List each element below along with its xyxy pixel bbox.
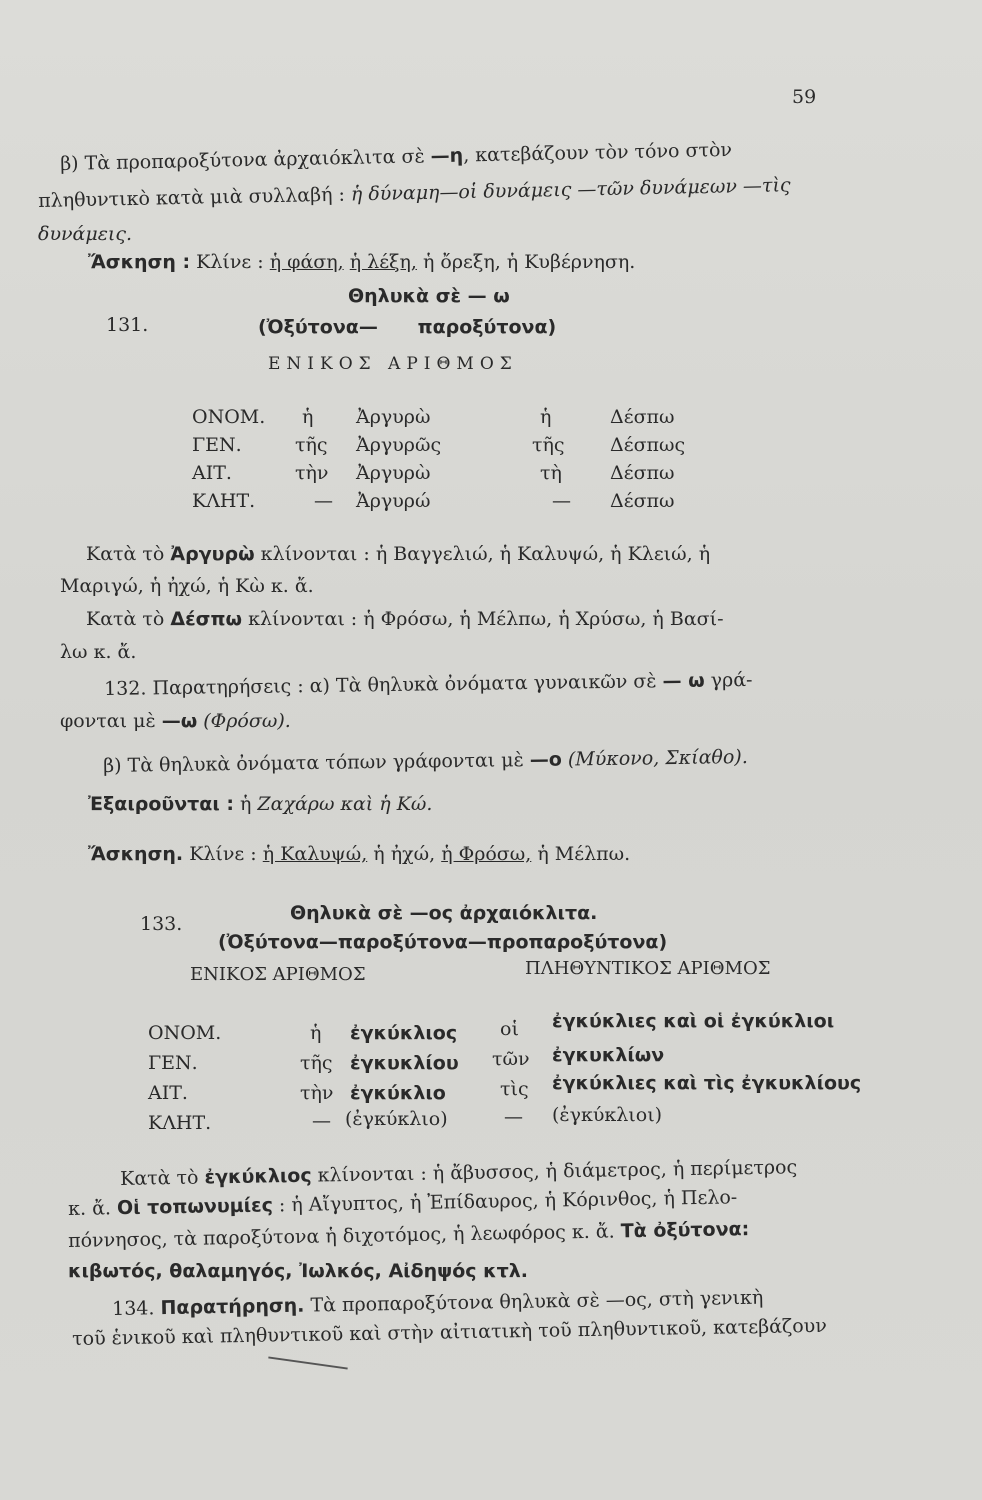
s133-plural-word: (ἐγκύκλιοι) bbox=[552, 1104, 663, 1126]
s131-art1: τῆς bbox=[295, 434, 328, 456]
s134-line2: τοῦ ἑνικοῦ καὶ πληθυντικοῦ καὶ στὴν αἰτιατικὴ τοῦ πληθυντικοῦ, κατεβάζουν bbox=[71, 1314, 827, 1350]
s133-text-line3: πόννησος, τὰ παροξύτονα ἡ διχοτόμος, ἡ λεωφόρος κ. ἄ. Τὰ ὀξύτονα: bbox=[67, 1218, 750, 1252]
s131-case: ΚΛΗΤ. bbox=[192, 490, 256, 512]
s131-art1: τὴν bbox=[295, 462, 329, 484]
s133-word: ἐγκυκλίου bbox=[350, 1052, 459, 1074]
para1-line1: β) Τὰ προπαροξύτονα ἀρχαιόκλιτα σὲ —η, κατεβάζουν τὸν τόνο στὸν bbox=[59, 138, 733, 175]
s133-plural-word: ἐγκύκλιες καὶ τὶς ἐγκυκλίους bbox=[552, 1072, 862, 1094]
s131-case: ΑΙΤ. bbox=[192, 462, 232, 484]
s131-word1: Ἀργυρῶς bbox=[356, 434, 442, 456]
s134-line1: 134. Παρατήρηση. Τὰ προπαροξύτονα θηλυκὰ σὲ —ος, στὴ γενικὴ bbox=[111, 1286, 764, 1320]
para1-line2: πληθυντικὸ κατὰ μιὰ συλλαβή : ἡ δύναμη—οἱ δυνάμεις —τῶν δυνάμεων —τὶς bbox=[37, 174, 791, 212]
s133-text-line1: Κατὰ τὸ ἐγκύκλιος κλίνονται : ἡ ἄβυσσος, ἡ διάμετρος, ἡ περίμετρος bbox=[119, 1156, 798, 1190]
s131-text-line4: λω κ. ἄ. bbox=[60, 641, 137, 663]
s133-word: ἐγκύκλιο bbox=[350, 1082, 446, 1104]
s133-plithyntikos: ΠΛΗΘΥΝΤΙΚΟΣ ΑΡΙΘΜΟΣ bbox=[525, 958, 771, 979]
s132-exercise: Ἄσκηση. Κλίνε : ἡ Καλυψώ, ἡ ἠχώ, ἡ Φρόσω, ἡ Μέλπω. bbox=[88, 843, 631, 865]
s133-plural-word: ἐγκυκλίων bbox=[552, 1044, 665, 1066]
pencil-mark bbox=[268, 1356, 347, 1369]
para1-line3: δυνάμεις. bbox=[38, 223, 133, 245]
s133-number: 133. bbox=[140, 913, 183, 935]
exercise-1: Ἄσκηση : Κλίνε : ἡ φάση, ἡ λέξη, ἡ ὄρεξη, ἡ Κυβέρνηση. bbox=[88, 251, 636, 273]
s131-art1: — bbox=[314, 490, 333, 512]
s131-art2: — bbox=[552, 490, 571, 512]
s132-line1: 132. Παρατηρήσεις : α) Τὰ θηλυκὰ ὀνόματα γυναικῶν σὲ — ω γρά- bbox=[103, 668, 753, 700]
s131-word1: Ἀργυρὼ bbox=[356, 462, 431, 484]
s131-number: 131. bbox=[106, 314, 149, 336]
s133-plural-art: — bbox=[504, 1106, 523, 1128]
s133-plural-word: ἐγκύκλιες καὶ οἱ ἐγκύκλιοι bbox=[552, 1010, 835, 1032]
s131-word1: Ἀργυρὼ bbox=[356, 406, 431, 428]
s133-word: (ἐγκύκλιο) bbox=[345, 1108, 448, 1130]
s133-subheading: (Ὀξύτονα—παροξύτονα—προπαροξύτονα) bbox=[218, 931, 668, 953]
s133-text-line2: κ. ἄ. Οἱ τοπωνυμίες : ἡ Αἴγυπτος, ἡ Ἐπίδαυρος, ἡ Κόρινθος, ἡ Πελο- bbox=[67, 1186, 738, 1220]
s132-line3: β) Τὰ θηλυκὰ ὀνόματα τόπων γράφονται μὲ —ο (Μύκονο, Σκίαθο). bbox=[102, 745, 748, 777]
s133-plural-art: τὶς bbox=[500, 1078, 529, 1100]
s131-word2: Δέσπω bbox=[610, 462, 675, 484]
s131-word2: Δέσπως bbox=[610, 434, 686, 456]
s131-heading: Θηλυκὰ σὲ — ω bbox=[348, 285, 510, 307]
s133-case: ΟΝΟΜ. bbox=[148, 1022, 222, 1044]
s131-art2: τὴ bbox=[540, 462, 562, 484]
s131-word1: Ἀργυρώ bbox=[356, 490, 431, 512]
s131-art1: ἡ bbox=[302, 406, 314, 428]
s131-subheading: (Ὀξύτονα— παροξύτονα) bbox=[258, 316, 557, 338]
s131-word2: Δέσπω bbox=[610, 406, 675, 428]
s132-line4: Ἐξαιροῦνται : ἡ Ζαχάρω καὶ ἡ Κώ. bbox=[88, 793, 433, 815]
s133-art: τῆς bbox=[300, 1052, 333, 1074]
s133-plural-art: οἱ bbox=[500, 1018, 519, 1040]
s131-art2: τῆς bbox=[532, 434, 565, 456]
s131-case: ΓΕΝ. bbox=[192, 434, 242, 456]
s131-word2: Δέσπω bbox=[610, 490, 675, 512]
page-number: 59 bbox=[792, 86, 817, 108]
s131-text-line2: Μαριγώ, ἡ ἠχώ, ἡ Κὼ κ. ἄ. bbox=[60, 575, 314, 597]
s133-plural-art: τῶν bbox=[492, 1048, 530, 1070]
s131-case: ΟΝΟΜ. bbox=[192, 406, 266, 428]
s133-art: ἡ bbox=[310, 1022, 322, 1044]
s133-case: ΓΕΝ. bbox=[148, 1052, 198, 1074]
s133-heading: Θηλυκὰ σὲ —ος ἀρχαιόκλιτα. bbox=[290, 902, 598, 924]
s132-line2: φονται μὲ —ω (Φρόσω). bbox=[60, 710, 291, 732]
s133-case: ΚΛΗΤ. bbox=[148, 1112, 212, 1134]
s131-art2: ἡ bbox=[540, 406, 552, 428]
s133-enikos: ΕΝΙΚΟΣ ΑΡΙΘΜΟΣ bbox=[190, 964, 366, 985]
s131-text-line1: Κατὰ τὸ Ἀργυρὼ κλίνονται : ἡ Βαγγελιώ, ἡ Καλυψώ, ἡ Κλειώ, ἡ bbox=[86, 543, 711, 565]
s133-word: ἐγκύκλιος bbox=[350, 1022, 458, 1044]
s131-enikos: ΕΝΙΚΟΣ ΑΡΙΘΜΟΣ bbox=[268, 354, 518, 374]
s133-art: τὴν bbox=[300, 1082, 334, 1104]
s131-text-line3: Κατὰ τὸ Δέσπω κλίνονται : ἡ Φρόσω, ἡ Μέλπω, ἡ Χρύσω, ἡ Βασί- bbox=[86, 608, 724, 630]
s133-case: ΑΙΤ. bbox=[148, 1082, 188, 1104]
s133-text-line4: κιβωτός, θαλαμηγός, Ἰωλκός, Αἰδηψός κτλ. bbox=[68, 1260, 529, 1282]
s133-art: — bbox=[312, 1110, 331, 1132]
